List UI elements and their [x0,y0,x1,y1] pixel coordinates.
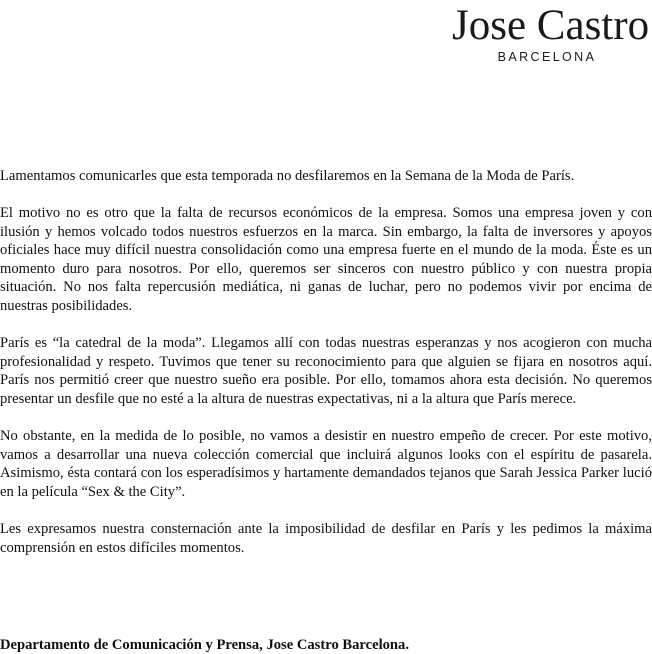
letterhead-logo [452,2,650,64]
letter-body [0,167,652,576]
paragraph-paris: París es “la catedral de la moda”. Llegamos allí con todas nuestras esperanzas y nos acogieron con mucha profesionalidad y respeto. Tuvimos que tener su reconocimiento para que alguien se fijara en nosotros aquí. París nos permitió creer que nuestro sueño era posible. Por ello, tomamos ahora esta decisión. No queremos presentar un desfile que no esté a la altura de nuestras expectativas, ni a la altura que París merece. [0,335,652,407]
paragraph-reasons: El motivo no es otro que la falta de recursos económicos de la empresa. Somos una empresa joven y con ilusión y hemos volcado todos nuestros esfuerzos en la marca. Sin embargo, la falta de inversores y apoyos oficiales hace muy difícil nuestra consolidación como una empresa fuerte en el mundo de la moda. Éste es un momento duro para nosotros. Por ello, queremos ser sinceros con nuestro público y con nuestra propia situación. No nos falta repercusión mediática, ni ganas de luchar, pero no podemos vivir por encima de nuestras posibilidades. [0,205,652,315]
signature: Departamento de Comunicación y Prensa, Jose Castro Barcelona. [0,637,409,653]
paragraph-closing: Les expresamos nuestra consternación ante la imposibilidad de desfilar en París y les pedimos la máxima comprensión en estos difíciles momentos. [0,520,652,556]
paragraph-intro: Lamentamos comunicarles que esta temporada no desfilaremos en la Semana de la Moda de París. [0,168,575,184]
brand-city: BARCELONA [497,50,597,64]
paragraph-new-collection: No obstante, en la medida de lo posible, no vamos a desistir en nuestro empeño de crecer. Por este motivo, vamos a desarrollar una nueva colección comercial que incluirá algunos looks con el espíritu de pasarela. Asimismo, ésta contará con los esperadísimos y hartamente demandados tejanos que Sarah Jessica Parker lució en la película “Sex & the City”. [0,428,652,500]
brand-name: Jose Castro [452,2,650,49]
